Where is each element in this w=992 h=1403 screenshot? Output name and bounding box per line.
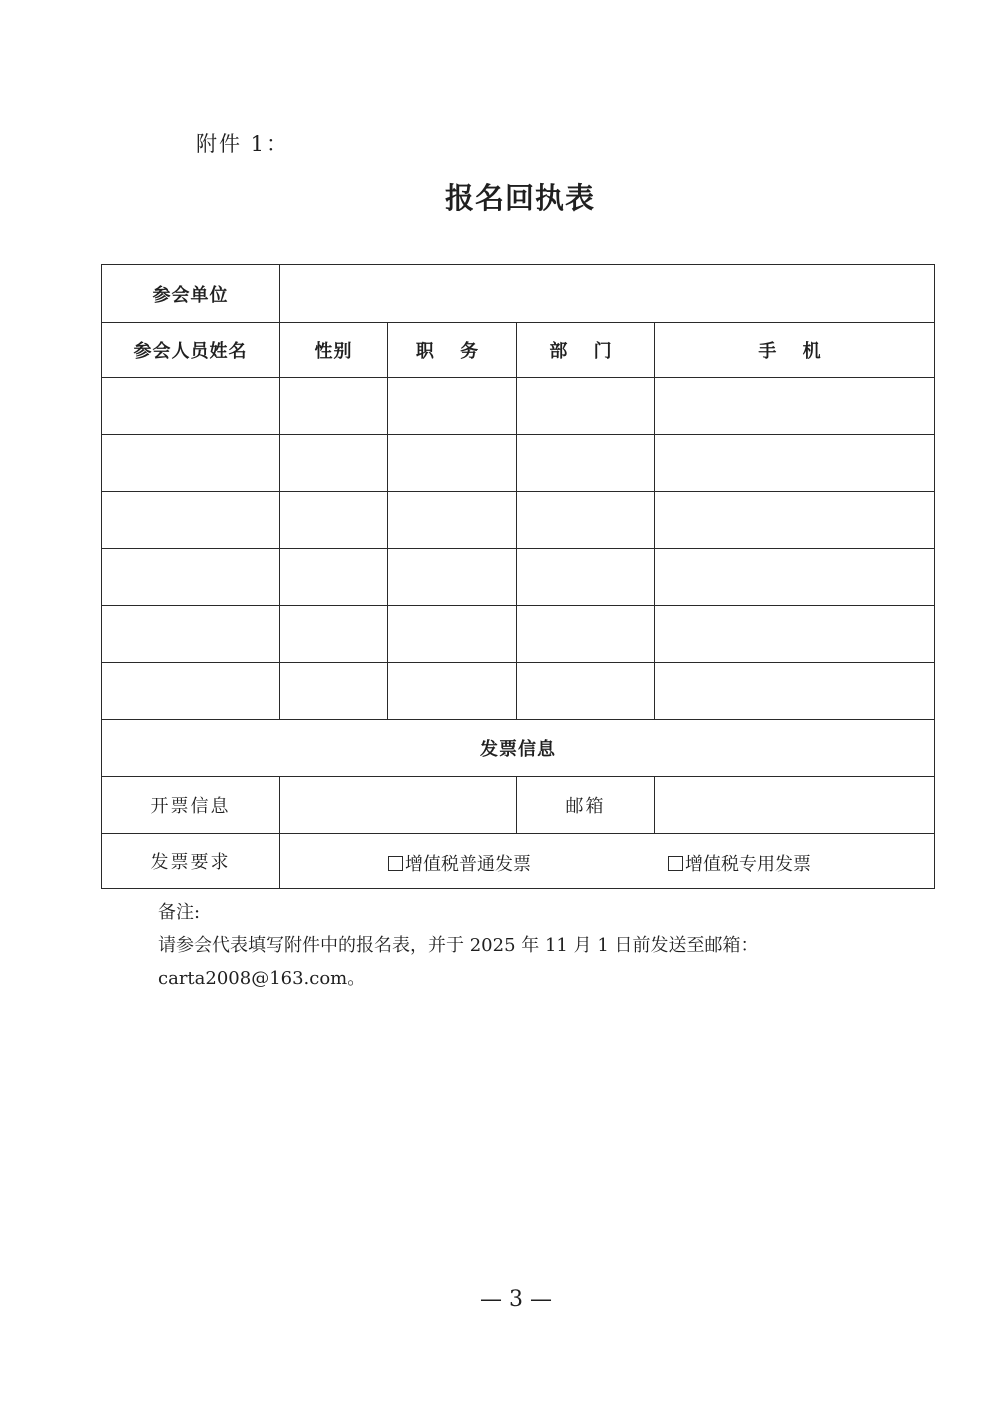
email-input[interactable] bbox=[655, 777, 935, 834]
invoice-option-special-label: 增值税专用发票 bbox=[685, 854, 811, 875]
page-title: 报名回执表 bbox=[444, 181, 595, 215]
page-number: — 3 — bbox=[480, 1287, 552, 1312]
email-label: 邮箱 bbox=[517, 777, 655, 834]
notes-line-2: carta2008@163.com。 bbox=[158, 968, 366, 989]
column-header-mobile: 手 机 bbox=[655, 323, 935, 378]
attachment-label: 附件 1： bbox=[196, 132, 290, 156]
participant-mobile-cell[interactable] bbox=[655, 435, 935, 492]
registration-form-table bbox=[101, 264, 935, 889]
column-header-position: 职 务 bbox=[388, 323, 517, 378]
participant-row bbox=[102, 549, 935, 606]
invoice-option-general-label: 增值税普通发票 bbox=[405, 854, 531, 875]
invoice-section-row bbox=[102, 720, 935, 777]
participant-department-cell[interactable] bbox=[517, 492, 655, 549]
participant-row bbox=[102, 663, 935, 720]
participant-position-cell[interactable] bbox=[388, 378, 517, 435]
invoice-info-label: 开票信息 bbox=[102, 777, 280, 834]
participant-gender-cell[interactable] bbox=[280, 606, 388, 663]
participant-position-cell[interactable] bbox=[388, 435, 517, 492]
participant-name-cell[interactable] bbox=[102, 378, 280, 435]
participant-gender-cell[interactable] bbox=[280, 378, 388, 435]
participant-mobile-cell[interactable] bbox=[655, 549, 935, 606]
invoice-requirement-row bbox=[102, 834, 935, 889]
participant-mobile-cell[interactable] bbox=[655, 492, 935, 549]
participant-mobile-cell[interactable] bbox=[655, 378, 935, 435]
participant-department-cell[interactable] bbox=[517, 435, 655, 492]
notes-block bbox=[158, 896, 759, 995]
participant-mobile-cell[interactable] bbox=[655, 663, 935, 720]
notes-heading: 备注: bbox=[158, 902, 201, 923]
column-header-row bbox=[102, 323, 935, 378]
participant-gender-cell[interactable] bbox=[280, 663, 388, 720]
participant-name-cell[interactable] bbox=[102, 492, 280, 549]
invoice-info-row bbox=[102, 777, 935, 834]
notes-line-1: 请参会代表填写附件中的报名表，并于 2025 年 11 月 1 日前发送至邮箱： bbox=[158, 935, 759, 956]
participant-row bbox=[102, 435, 935, 492]
participant-mobile-cell[interactable] bbox=[655, 606, 935, 663]
checkbox-icon[interactable] bbox=[388, 856, 403, 871]
participant-name-cell[interactable] bbox=[102, 435, 280, 492]
participant-row bbox=[102, 606, 935, 663]
unit-input[interactable] bbox=[280, 265, 935, 323]
participant-gender-cell[interactable] bbox=[280, 492, 388, 549]
unit-row bbox=[102, 265, 935, 323]
participant-position-cell[interactable] bbox=[388, 549, 517, 606]
participant-name-cell[interactable] bbox=[102, 549, 280, 606]
column-header-department: 部 门 bbox=[517, 323, 655, 378]
participant-department-cell[interactable] bbox=[517, 549, 655, 606]
participant-position-cell[interactable] bbox=[388, 663, 517, 720]
invoice-options-cell bbox=[280, 834, 935, 889]
participant-name-cell[interactable] bbox=[102, 663, 280, 720]
invoice-option-general[interactable] bbox=[388, 850, 531, 876]
participant-department-cell[interactable] bbox=[517, 378, 655, 435]
participant-department-cell[interactable] bbox=[517, 606, 655, 663]
participant-gender-cell[interactable] bbox=[280, 549, 388, 606]
participant-position-cell[interactable] bbox=[388, 492, 517, 549]
invoice-section-title: 发票信息 bbox=[102, 720, 935, 777]
column-header-name: 参会人员姓名 bbox=[102, 323, 280, 378]
participant-row bbox=[102, 492, 935, 549]
invoice-info-input[interactable] bbox=[280, 777, 517, 834]
participant-row bbox=[102, 378, 935, 435]
participant-gender-cell[interactable] bbox=[280, 435, 388, 492]
invoice-requirement-label: 发票要求 bbox=[102, 834, 280, 889]
checkbox-icon[interactable] bbox=[668, 856, 683, 871]
unit-label: 参会单位 bbox=[102, 265, 280, 323]
participant-position-cell[interactable] bbox=[388, 606, 517, 663]
participant-department-cell[interactable] bbox=[517, 663, 655, 720]
participant-name-cell[interactable] bbox=[102, 606, 280, 663]
invoice-option-special[interactable] bbox=[668, 850, 811, 876]
column-header-gender: 性别 bbox=[280, 323, 388, 378]
